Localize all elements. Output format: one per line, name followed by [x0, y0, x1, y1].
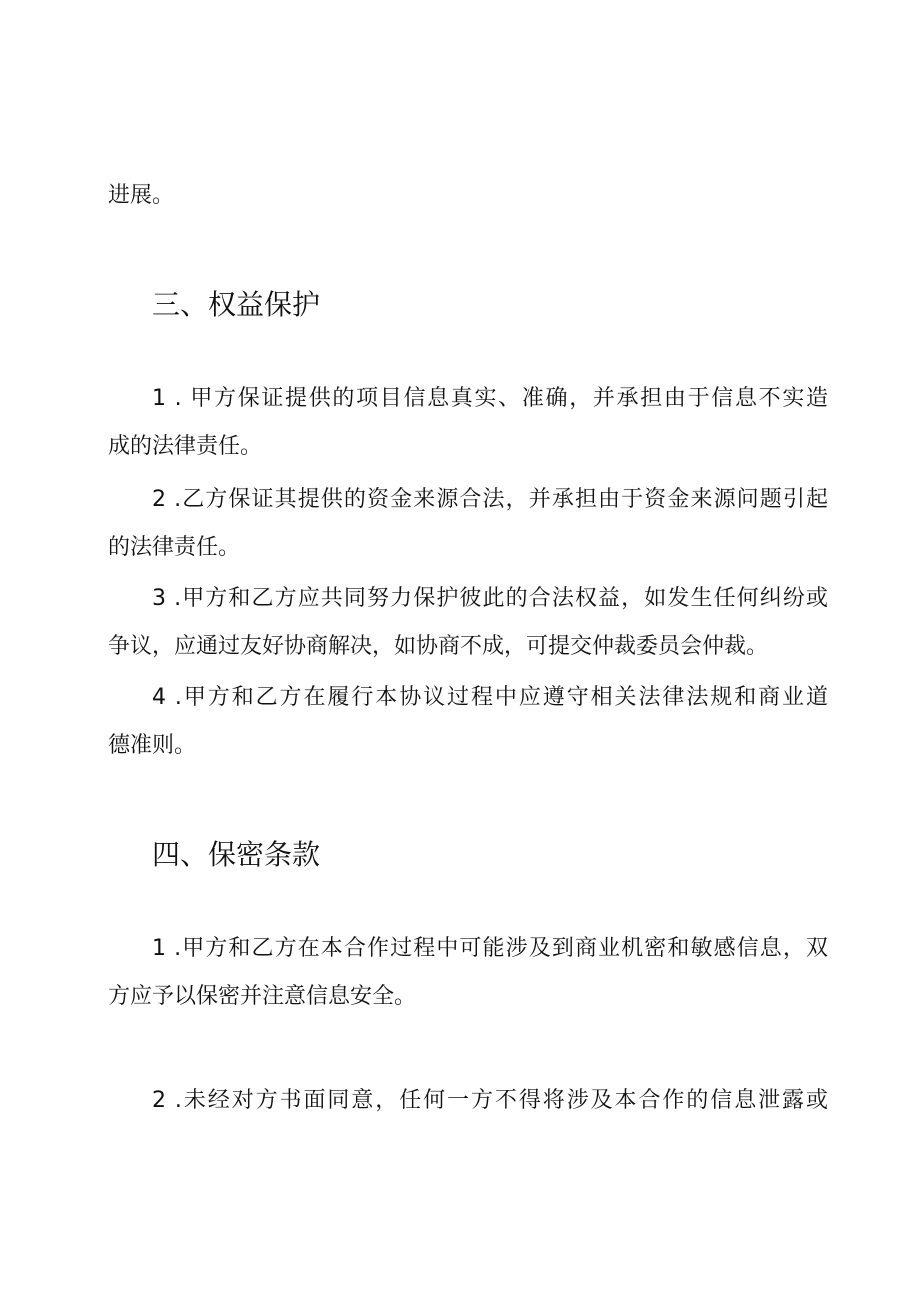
section3-item-4-line-1: 4 .甲方和乙方在履行本协议过程中应遵守相关法律法规和商业道	[152, 685, 828, 710]
section-heading-confidentiality: 四、保密条款	[152, 838, 321, 871]
section4-item-1-line-1: 1 .甲方和乙方在本合作过程中可能涉及到商业机密和敏感信息，双	[152, 936, 828, 961]
section3-item-2-line-2: 的法律责任。	[108, 535, 241, 560]
section4-item-2-line-1: 2 .未经对方书面同意，任何一方不得将涉及本合作的信息泄露或	[152, 1088, 828, 1113]
section4-item-1-line-2: 方应予以保密并注意信息安全。	[108, 984, 417, 1009]
section3-item-1-line-2: 成的法律责任。	[108, 434, 263, 459]
intro-tail-text: 进展。	[108, 183, 175, 208]
section3-item-3-line-1: 3 .甲方和乙方应共同努力保护彼此的合法权益，如发生任何纠纷或	[152, 586, 828, 611]
section3-item-2-line-1: 2 .乙方保证其提供的资金来源合法，并承担由于资金来源问题引起	[152, 487, 828, 512]
section3-item-3-line-2: 争议，应通过友好协商解决，如协商不成，可提交仲裁委员会仲裁。	[108, 634, 769, 659]
section-heading-rights-protection: 三、权益保护	[152, 288, 321, 321]
section3-item-1-line-1: 1 . 甲方保证提供的项目信息真实、准确，并承担由于信息不实造	[152, 386, 828, 411]
section3-item-4-line-2: 德准则。	[108, 733, 197, 758]
